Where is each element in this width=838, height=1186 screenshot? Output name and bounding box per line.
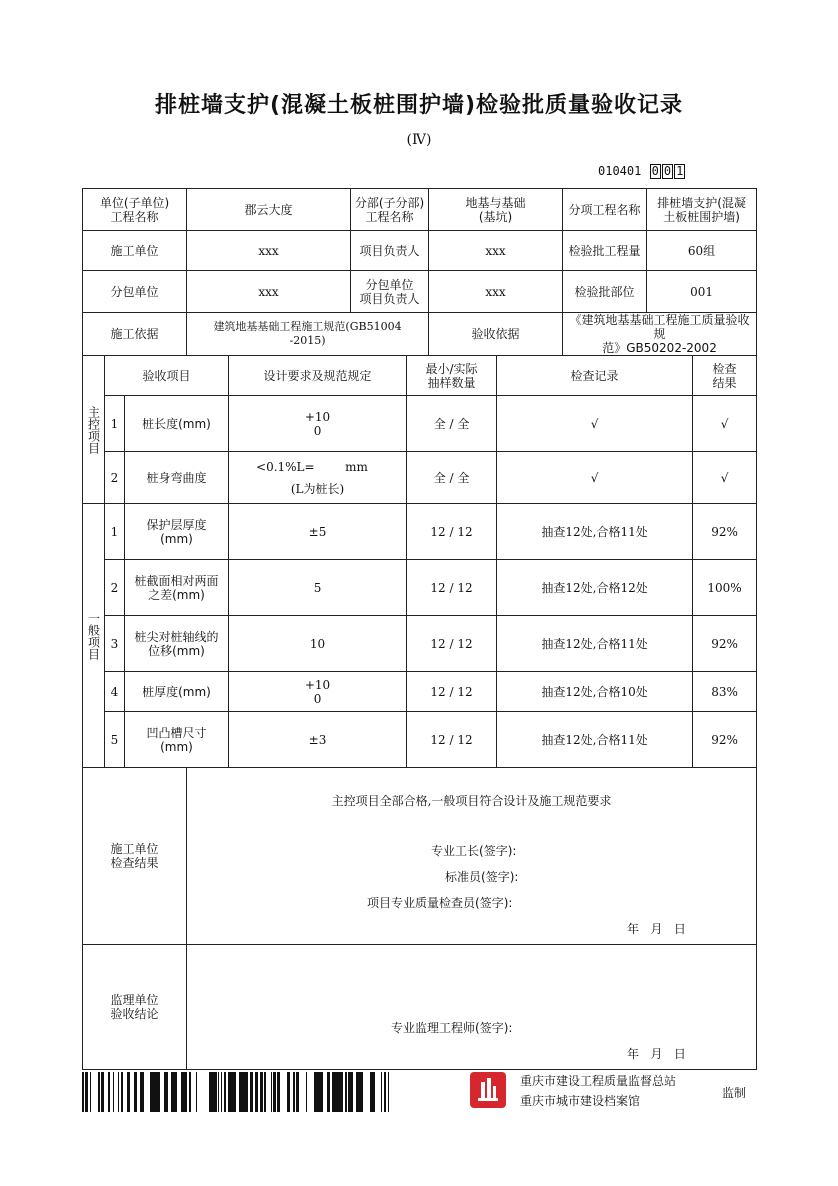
sub-pm-label: 分包单位 项目负责人 bbox=[351, 271, 429, 313]
table-row bbox=[83, 712, 757, 768]
row-record[interactable]: √ bbox=[497, 396, 693, 452]
row-no: 1 bbox=[105, 396, 125, 452]
org-archives: 重庆市城市建设档案馆 bbox=[520, 1094, 641, 1108]
form-code-box[interactable]: 1 bbox=[676, 164, 684, 178]
contractor-date[interactable]: 年 月 日 bbox=[627, 922, 686, 936]
construction-basis-value[interactable]: 建筑地基基础工程施工规范(GB51004 -2015) bbox=[187, 313, 429, 356]
row-item-name: 桩身弯曲度 bbox=[125, 452, 229, 504]
form-code-box[interactable]: 0 bbox=[663, 164, 672, 178]
row-result[interactable]: 92% bbox=[693, 712, 757, 768]
contractor-value[interactable]: xxx bbox=[187, 231, 351, 271]
table-row bbox=[83, 616, 757, 672]
row-record[interactable]: 抽查12处,合格10处 bbox=[497, 672, 693, 712]
subcontractor-label: 分包单位 bbox=[83, 271, 187, 313]
batch-part-label: 检验批部位 bbox=[563, 271, 647, 313]
barcode bbox=[82, 1072, 394, 1112]
unit-name-label: 单位(子单位) 工程名称 bbox=[83, 189, 187, 231]
row-design: ±5 bbox=[229, 504, 407, 560]
row-no: 2 bbox=[105, 452, 125, 504]
footer bbox=[0, 1068, 838, 1118]
batch-part-value[interactable]: 001 bbox=[647, 271, 757, 313]
row-record[interactable]: 抽查12处,合格12处 bbox=[497, 560, 693, 616]
item-name-label: 分项工程名称 bbox=[563, 189, 647, 231]
supervisor-date[interactable]: 年 月 日 bbox=[627, 1047, 686, 1061]
row-result[interactable]: 100% bbox=[693, 560, 757, 616]
standard-signature[interactable]: 标准员(签字): bbox=[445, 870, 519, 884]
batch-quantity-value[interactable]: 60组 bbox=[647, 231, 757, 271]
table-row bbox=[83, 504, 757, 560]
sub-pm-value[interactable]: xxx bbox=[429, 271, 563, 313]
supervised-by: 监制 bbox=[722, 1086, 747, 1100]
row-design: +10 0 bbox=[229, 396, 407, 452]
org-quality-station: 重庆市建设工程质量监督总站 bbox=[520, 1074, 677, 1088]
row-no: 2 bbox=[105, 560, 125, 616]
column-record: 检查记录 bbox=[497, 356, 693, 396]
construction-basis-label: 施工依据 bbox=[83, 313, 187, 356]
table-row bbox=[83, 452, 757, 504]
acceptance-basis-label: 验收依据 bbox=[429, 313, 563, 356]
subcontractor-value[interactable]: xxx bbox=[187, 271, 351, 313]
pm-label: 项目负责人 bbox=[351, 231, 429, 271]
row-item-name: 桩截面相对两面 之差(mm) bbox=[125, 560, 229, 616]
contractor-check-label: 施工单位 检查结果 bbox=[83, 768, 187, 945]
page-subtitle: (Ⅳ) bbox=[406, 132, 432, 148]
row-result[interactable]: √ bbox=[693, 452, 757, 504]
table-row bbox=[83, 672, 757, 712]
row-design-bottom: (L为桩长) bbox=[290, 481, 345, 496]
contractor-conclusion[interactable]: 主控项目全部合格,一般项目符合设计及施工规范要求 bbox=[331, 794, 612, 808]
inspector-signature[interactable]: 项目专业质量检查员(签字): bbox=[367, 896, 513, 910]
logo-icon bbox=[470, 1072, 506, 1108]
row-item-name: 凹凸槽尺寸 (mm) bbox=[125, 712, 229, 768]
row-record[interactable]: 抽查12处,合格11处 bbox=[497, 712, 693, 768]
contractor-label: 施工单位 bbox=[83, 231, 187, 271]
row-record[interactable]: 抽查12处,合格11处 bbox=[497, 616, 693, 672]
row-item-name: 桩厚度(mm) bbox=[125, 672, 229, 712]
row-item-name: 保护层厚度 (mm) bbox=[125, 504, 229, 560]
building-icon bbox=[470, 1072, 506, 1108]
table-row bbox=[83, 560, 757, 616]
unit-name-value[interactable]: 郡云大度 bbox=[187, 189, 351, 231]
row-result[interactable]: 83% bbox=[693, 672, 757, 712]
supervisor-area bbox=[187, 945, 757, 1070]
contractor-check-area bbox=[187, 768, 757, 945]
acceptance-form bbox=[82, 188, 757, 1070]
table-row bbox=[83, 396, 757, 452]
row-result[interactable]: √ bbox=[693, 396, 757, 452]
row-sample[interactable]: 12 / 12 bbox=[407, 560, 497, 616]
row-sample[interactable]: 12 / 12 bbox=[407, 672, 497, 712]
row-design: +10 0 bbox=[229, 672, 407, 712]
form-code-box[interactable]: 0 bbox=[651, 164, 659, 178]
row-design: ±3 bbox=[229, 712, 407, 768]
subpart-name-value[interactable]: 地基与基础 (基坑) bbox=[429, 189, 563, 231]
main-control-label: 主控项目 bbox=[86, 405, 101, 454]
row-sample[interactable]: 12 / 12 bbox=[407, 712, 497, 768]
column-design: 设计要求及规范规定 bbox=[229, 356, 407, 396]
column-result: 检查 结果 bbox=[693, 356, 757, 396]
main-control-section bbox=[83, 356, 105, 504]
item-name-value[interactable]: 排桩墙支护(混凝 土板桩围护墙) bbox=[647, 189, 757, 231]
row-design-top: <0.1%L= mm bbox=[256, 459, 368, 474]
row-record[interactable]: 抽查12处,合格11处 bbox=[497, 504, 693, 560]
row-design: 10 bbox=[229, 616, 407, 672]
row-item-name: 桩长度(mm) bbox=[125, 396, 229, 452]
row-design: 5 bbox=[229, 560, 407, 616]
row-no: 4 bbox=[105, 672, 125, 712]
foreman-signature[interactable]: 专业工长(签字): bbox=[431, 844, 517, 858]
row-result[interactable]: 92% bbox=[693, 504, 757, 560]
acceptance-basis-value[interactable]: 《建筑地基基础工程施工质量验收规 范》GB50202-2002 bbox=[563, 313, 757, 356]
form-code-prefix: 010401 bbox=[598, 164, 642, 178]
row-sample[interactable]: 全 / 全 bbox=[407, 396, 497, 452]
supervisor-signature[interactable]: 专业监理工程师(签字): bbox=[391, 1021, 513, 1035]
row-no: 5 bbox=[105, 712, 125, 768]
page-title: 排桩墙支护(混凝土板桩围护墙)检验批质量验收记录 bbox=[154, 93, 684, 118]
row-sample[interactable]: 12 / 12 bbox=[407, 616, 497, 672]
general-label: 一般项目 bbox=[86, 611, 101, 660]
supervisor-label: 监理单位 验收结论 bbox=[83, 945, 187, 1070]
row-result[interactable]: 92% bbox=[693, 616, 757, 672]
column-item: 验收项目 bbox=[105, 356, 229, 396]
batch-quantity-label: 检验批工程量 bbox=[563, 231, 647, 271]
row-design bbox=[229, 452, 407, 504]
row-sample[interactable]: 12 / 12 bbox=[407, 504, 497, 560]
form-code bbox=[598, 164, 685, 179]
pm-value[interactable]: xxx bbox=[429, 231, 563, 271]
general-section bbox=[83, 504, 105, 768]
row-item-name: 桩尖对桩轴线的 位移(mm) bbox=[125, 616, 229, 672]
column-sample: 最小/实际 抽样数量 bbox=[407, 356, 497, 396]
row-no: 1 bbox=[105, 504, 125, 560]
row-no: 3 bbox=[105, 616, 125, 672]
row-sample[interactable]: 全 / 全 bbox=[407, 452, 497, 504]
row-record[interactable]: √ bbox=[497, 452, 693, 504]
subpart-name-label: 分部(子分部) 工程名称 bbox=[351, 189, 429, 231]
